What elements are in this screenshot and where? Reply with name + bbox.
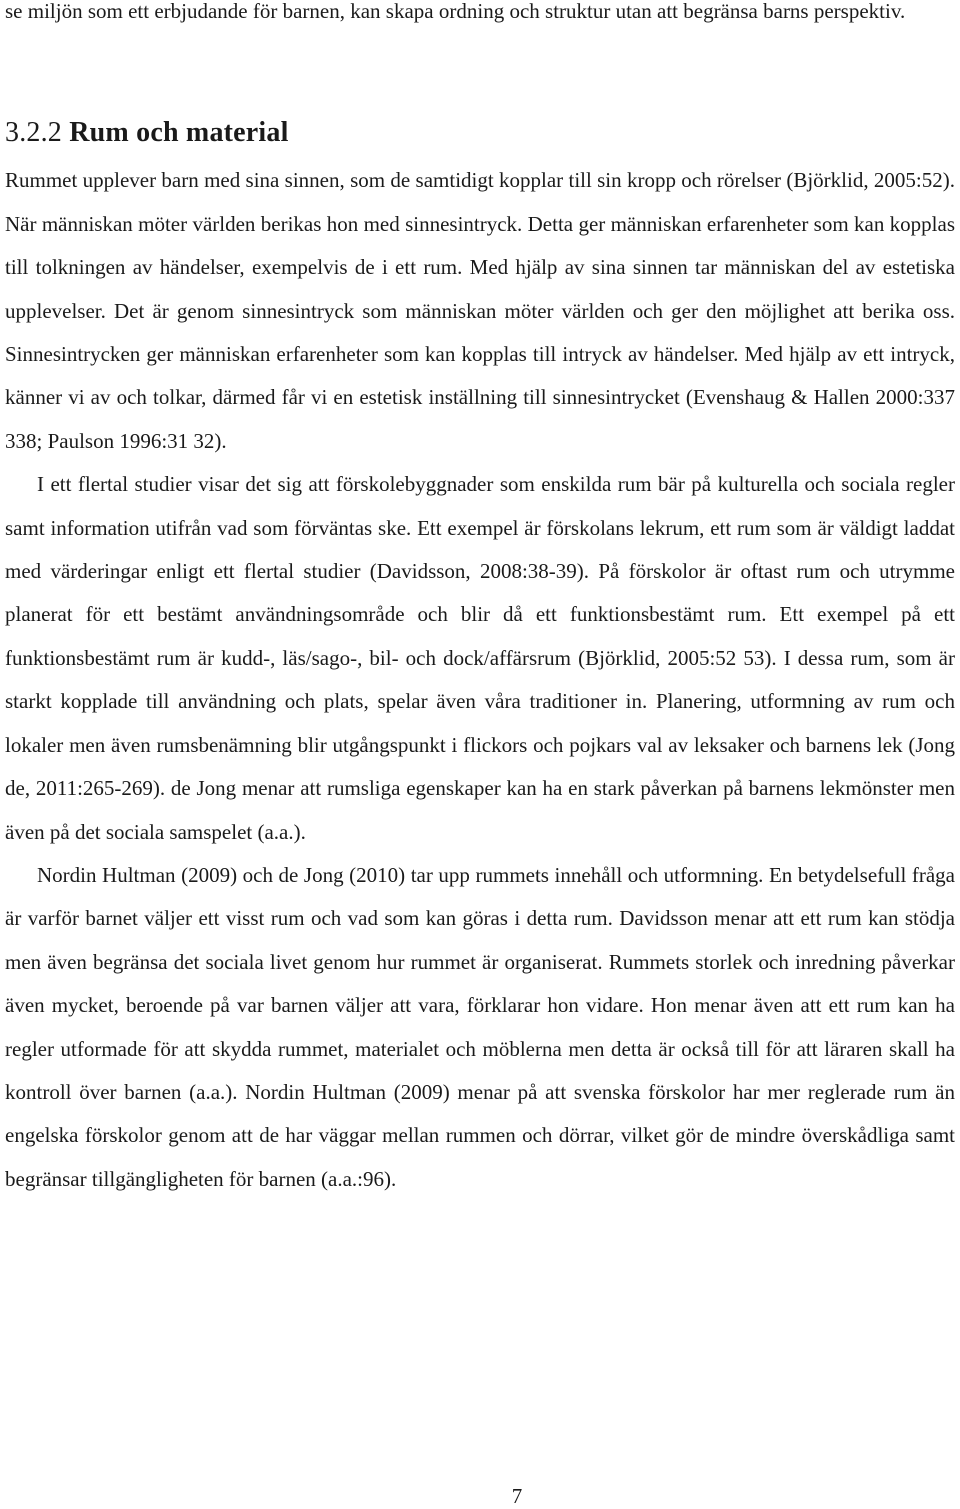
page-number: 7 — [511, 1484, 523, 1508]
page-content — [5, 0, 955, 1201]
section-number: 3.2.2 — [5, 117, 62, 149]
body-paragraph-1: Rummet upplever barn med sina sinnen, som de samtidigt kopplar till sin kropp och rörelser (Björklid, 2005:52). När människan möter världen berikas hon med sinnesintryck. Detta ger människan erfarenheter som kan kopplas till tolkningen av händelser, exempelvis de i ett rum. Med hjälp av sina sinnen tar människan del av estetiska upplevelser. Det är genom sinnesintryck som människan möter världen och ger den möjlighet att berika oss. Sinnesintrycken ger människan erfarenheter som kan kopplas till intryck av händelser. Med hjälp av ett intryck, känner vi av och tolkar, därmed får vi en estetisk inställning till sinnesintrycket (Evenshaug & Hallen 2000:337 338; Paulson 1996:31 32). — [5, 168, 955, 453]
body-paragraph-3: Nordin Hultman (2009) och de Jong (2010) tar upp rummets innehåll och utformning. En betydelsefull fråga är varför barnet väljer ett visst rum och vad som kan göras i detta rum. Davidsson menar att ett rum kan stödja men även begränsa det sociala livet genom hur rummet är organiserat. Rummets storlek och inredning påverkar även mycket, beroende på var barnen väljer att vara, förklarar hon vidare. Hon menar även att ett rum kan ha regler utformade för att skydda rummet, materialet och möblerna men detta är också till för att läraren skall ha kontroll över barnen (a.a.). Nordin Hultman (2009) menar på att svenska förskolor har mer reglerade rum än engelska förskolor genom att de har väggar mellan rummen och dörrar, vilket gör de mindre överskådliga samt begränsar tillgängligheten för barnen (a.a.:96). — [5, 862, 955, 1191]
body-paragraph-2: I ett flertal studier visar det sig att förskolebyggnader som enskilda rum bär på kulturella och sociala regler samt information utifrån vad som förväntas ske. Ett exempel är förskolans lekrum, ett rum som är väldigt laddat med värderingar enligt ett flertal studier (Davidsson, 2008:38-39). På förskolor är oftast rum och utrymme planerat för ett bestämt användningsområde och blir då ett funktionsbestämt rum. Ett exempel på ett funktionsbestämt rum är kudd-, läs/sago-, bil- och dock/affärsrum (Björklid, 2005:52 53). I dessa rum, som är starkt kopplade till användning och plats, spelar även våra traditioner in. Planering, utformning av rum och lokaler men även rumsbenämning blir utgångspunkt i flickors och pojkars val av leksaker och barnens lek (Jong de, 2011:265-269). de Jong menar att rumsliga egenskaper kan ha en stark påverkan på barnens lekmönster men även på det sociala samspelet (a.a.). — [5, 472, 955, 844]
section-heading — [5, 33, 955, 159]
section-title: Rum och material — [69, 117, 289, 149]
intro-paragraph: se miljön som ett erbjudande för barnen, kan skapa ordning och struktur utan att begränsa barns perspektiv. — [5, 0, 906, 23]
